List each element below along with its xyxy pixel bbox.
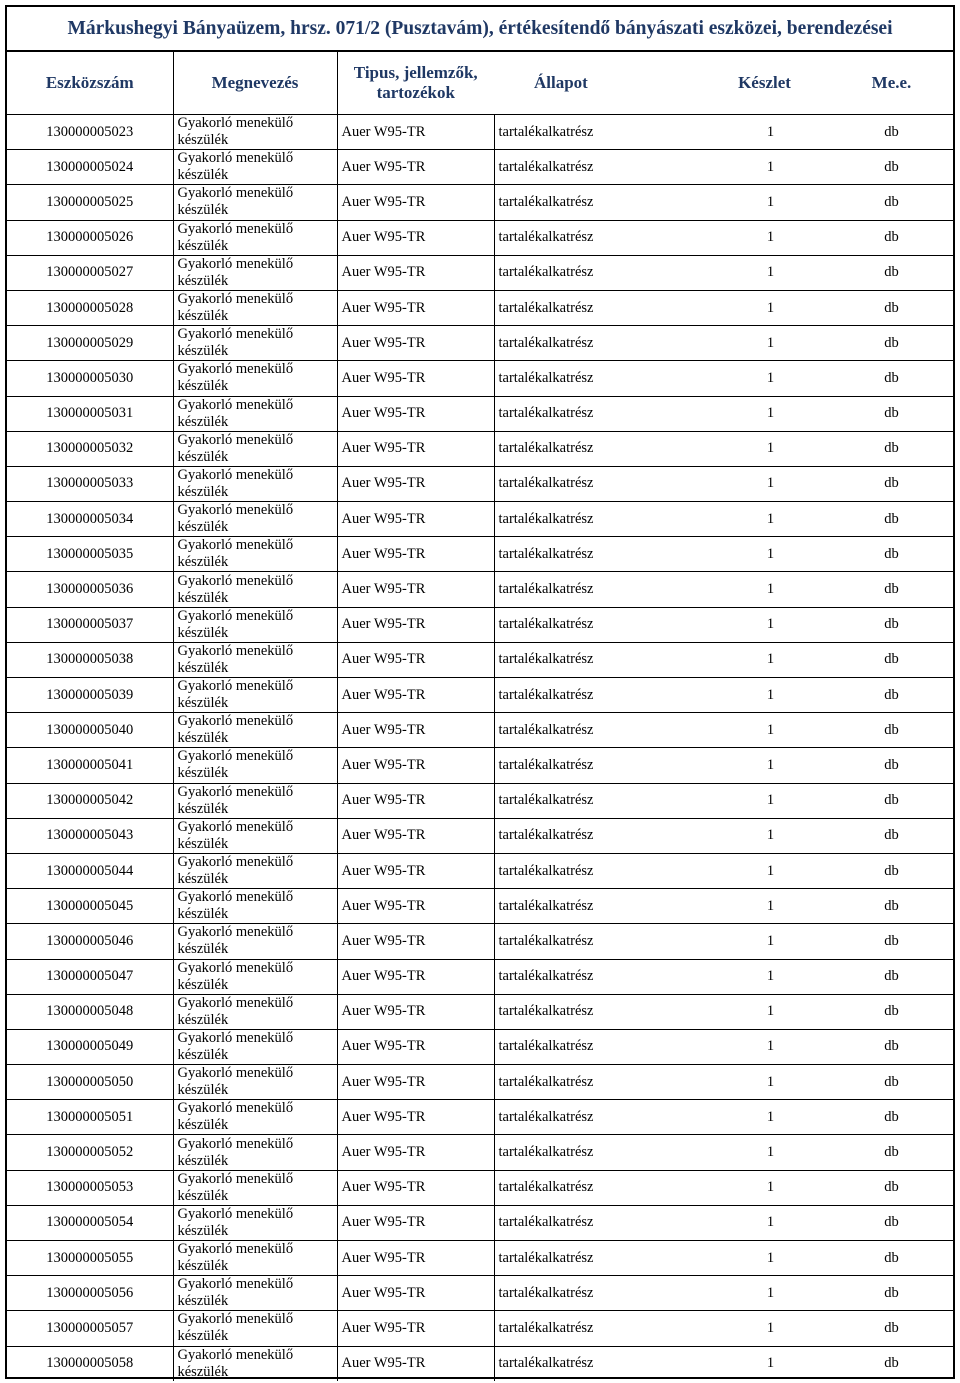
- quantity-cell: 1: [699, 431, 830, 466]
- unit-cell: db: [830, 853, 953, 888]
- table-row: [7, 150, 953, 185]
- unit-cell: db: [830, 994, 953, 1029]
- quantity-cell: 1: [699, 1135, 830, 1170]
- state-cell: tartalékalkatrész: [494, 994, 699, 1029]
- type-cell: Auer W95-TR: [337, 783, 494, 818]
- name-cell: Gyakorló menekülő készülék: [173, 290, 337, 325]
- name-cell: Gyakorló menekülő készülék: [173, 1311, 337, 1346]
- unit-cell: db: [830, 220, 953, 255]
- name-cell: Gyakorló menekülő készülék: [173, 150, 337, 185]
- table-row: [7, 361, 953, 396]
- table-row: [7, 1346, 953, 1381]
- quantity-cell: 1: [699, 572, 830, 607]
- quantity-cell: 1: [699, 466, 830, 501]
- asset-id-cell: 130000005035: [7, 537, 173, 572]
- type-cell: Auer W95-TR: [337, 959, 494, 994]
- name-cell: Gyakorló menekülő készülék: [173, 537, 337, 572]
- state-cell: tartalékalkatrész: [494, 1065, 699, 1100]
- unit-cell: db: [830, 502, 953, 537]
- asset-id-cell: 130000005025: [7, 185, 173, 220]
- table-row: [7, 818, 953, 853]
- type-cell: Auer W95-TR: [337, 642, 494, 677]
- asset-id-cell: 130000005052: [7, 1135, 173, 1170]
- state-cell: tartalékalkatrész: [494, 1029, 699, 1064]
- asset-id-cell: 130000005042: [7, 783, 173, 818]
- type-cell: Auer W95-TR: [337, 1205, 494, 1240]
- name-cell: Gyakorló menekülő készülék: [173, 1346, 337, 1381]
- quantity-cell: 1: [699, 1029, 830, 1064]
- type-cell: Auer W95-TR: [337, 255, 494, 290]
- quantity-cell: 1: [699, 889, 830, 924]
- asset-id-cell: 130000005048: [7, 994, 173, 1029]
- quantity-cell: 1: [699, 115, 830, 150]
- asset-id-cell: 130000005054: [7, 1205, 173, 1240]
- type-cell: Auer W95-TR: [337, 1241, 494, 1276]
- state-cell: tartalékalkatrész: [494, 502, 699, 537]
- asset-id-cell: 130000005050: [7, 1065, 173, 1100]
- table-row: [7, 1276, 953, 1311]
- table-row: [7, 1135, 953, 1170]
- unit-cell: db: [830, 889, 953, 924]
- asset-table: [7, 52, 953, 1381]
- type-cell: Auer W95-TR: [337, 748, 494, 783]
- state-cell: tartalékalkatrész: [494, 572, 699, 607]
- table-row: [7, 396, 953, 431]
- asset-id-cell: 130000005051: [7, 1100, 173, 1135]
- state-cell: tartalékalkatrész: [494, 607, 699, 642]
- table-body: [7, 115, 953, 1381]
- asset-id-cell: 130000005055: [7, 1241, 173, 1276]
- unit-cell: db: [830, 607, 953, 642]
- header-type: Tipus, jellemzők, tartozékok: [337, 52, 494, 115]
- asset-id-cell: 130000005058: [7, 1346, 173, 1381]
- unit-cell: db: [830, 1241, 953, 1276]
- state-cell: tartalékalkatrész: [494, 959, 699, 994]
- state-cell: tartalékalkatrész: [494, 185, 699, 220]
- unit-cell: db: [830, 572, 953, 607]
- state-cell: tartalékalkatrész: [494, 889, 699, 924]
- table-row: [7, 607, 953, 642]
- unit-cell: db: [830, 1029, 953, 1064]
- state-cell: tartalékalkatrész: [494, 115, 699, 150]
- name-cell: Gyakorló menekülő készülék: [173, 924, 337, 959]
- name-cell: Gyakorló menekülő készülék: [173, 642, 337, 677]
- quantity-cell: 1: [699, 853, 830, 888]
- quantity-cell: 1: [699, 255, 830, 290]
- quantity-cell: 1: [699, 713, 830, 748]
- asset-id-cell: 130000005031: [7, 396, 173, 431]
- state-cell: tartalékalkatrész: [494, 748, 699, 783]
- type-cell: Auer W95-TR: [337, 220, 494, 255]
- table-row: [7, 502, 953, 537]
- state-cell: tartalékalkatrész: [494, 466, 699, 501]
- unit-cell: db: [830, 1311, 953, 1346]
- type-cell: Auer W95-TR: [337, 537, 494, 572]
- type-cell: Auer W95-TR: [337, 466, 494, 501]
- state-cell: tartalékalkatrész: [494, 924, 699, 959]
- name-cell: Gyakorló menekülő készülék: [173, 1276, 337, 1311]
- type-cell: Auer W95-TR: [337, 572, 494, 607]
- table-row: [7, 1029, 953, 1064]
- state-cell: tartalékalkatrész: [494, 1311, 699, 1346]
- table-row: [7, 1170, 953, 1205]
- name-cell: Gyakorló menekülő készülék: [173, 959, 337, 994]
- header-asset-id: Eszközszám: [7, 52, 173, 115]
- name-cell: Gyakorló menekülő készülék: [173, 185, 337, 220]
- type-cell: Auer W95-TR: [337, 889, 494, 924]
- header-name: Megnevezés: [173, 52, 337, 115]
- asset-id-cell: 130000005027: [7, 255, 173, 290]
- name-cell: Gyakorló menekülő készülék: [173, 607, 337, 642]
- quantity-cell: 1: [699, 748, 830, 783]
- state-cell: tartalékalkatrész: [494, 1241, 699, 1276]
- table-row: [7, 1100, 953, 1135]
- table-row: [7, 537, 953, 572]
- type-cell: Auer W95-TR: [337, 607, 494, 642]
- table-row: [7, 748, 953, 783]
- table-row: [7, 255, 953, 290]
- name-cell: Gyakorló menekülő készülék: [173, 431, 337, 466]
- asset-id-cell: 130000005057: [7, 1311, 173, 1346]
- type-cell: Auer W95-TR: [337, 361, 494, 396]
- asset-id-cell: 130000005030: [7, 361, 173, 396]
- asset-id-cell: 130000005028: [7, 290, 173, 325]
- document-sheet: [5, 5, 955, 1379]
- name-cell: Gyakorló menekülő készülék: [173, 853, 337, 888]
- table-row: [7, 994, 953, 1029]
- asset-id-cell: 130000005023: [7, 115, 173, 150]
- unit-cell: db: [830, 818, 953, 853]
- asset-id-cell: 130000005024: [7, 150, 173, 185]
- name-cell: Gyakorló menekülő készülék: [173, 1205, 337, 1240]
- name-cell: Gyakorló menekülő készülék: [173, 466, 337, 501]
- document-title: Márkushegyi Bányaüzem, hrsz. 071/2 (Pusztavám), értékesítendő bányászati eszközei, berendezései: [7, 7, 953, 52]
- quantity-cell: 1: [699, 290, 830, 325]
- type-cell: Auer W95-TR: [337, 1170, 494, 1205]
- asset-id-cell: 130000005040: [7, 713, 173, 748]
- asset-id-cell: 130000005038: [7, 642, 173, 677]
- state-cell: tartalékalkatrész: [494, 713, 699, 748]
- type-cell: Auer W95-TR: [337, 185, 494, 220]
- name-cell: Gyakorló menekülő készülék: [173, 1170, 337, 1205]
- table-row: [7, 959, 953, 994]
- asset-id-cell: 130000005046: [7, 924, 173, 959]
- name-cell: Gyakorló menekülő készülék: [173, 678, 337, 713]
- type-cell: Auer W95-TR: [337, 713, 494, 748]
- asset-id-cell: 130000005037: [7, 607, 173, 642]
- quantity-cell: 1: [699, 150, 830, 185]
- table-row: [7, 220, 953, 255]
- state-cell: tartalékalkatrész: [494, 818, 699, 853]
- type-cell: Auer W95-TR: [337, 678, 494, 713]
- unit-cell: db: [830, 1100, 953, 1135]
- name-cell: Gyakorló menekülő készülék: [173, 783, 337, 818]
- table-row: [7, 642, 953, 677]
- state-cell: tartalékalkatrész: [494, 431, 699, 466]
- type-cell: Auer W95-TR: [337, 853, 494, 888]
- table-row: [7, 1241, 953, 1276]
- asset-id-cell: 130000005041: [7, 748, 173, 783]
- state-cell: tartalékalkatrész: [494, 1135, 699, 1170]
- unit-cell: db: [830, 1205, 953, 1240]
- type-cell: Auer W95-TR: [337, 1065, 494, 1100]
- quantity-cell: 1: [699, 220, 830, 255]
- unit-cell: db: [830, 290, 953, 325]
- asset-id-cell: 130000005045: [7, 889, 173, 924]
- asset-id-cell: 130000005029: [7, 326, 173, 361]
- quantity-cell: 1: [699, 642, 830, 677]
- name-cell: Gyakorló menekülő készülék: [173, 326, 337, 361]
- table-row: [7, 853, 953, 888]
- type-cell: Auer W95-TR: [337, 1276, 494, 1311]
- unit-cell: db: [830, 713, 953, 748]
- unit-cell: db: [830, 748, 953, 783]
- quantity-cell: 1: [699, 502, 830, 537]
- state-cell: tartalékalkatrész: [494, 290, 699, 325]
- state-cell: tartalékalkatrész: [494, 220, 699, 255]
- state-cell: tartalékalkatrész: [494, 1170, 699, 1205]
- unit-cell: db: [830, 115, 953, 150]
- unit-cell: db: [830, 255, 953, 290]
- type-cell: Auer W95-TR: [337, 290, 494, 325]
- asset-id-cell: 130000005053: [7, 1170, 173, 1205]
- quantity-cell: 1: [699, 396, 830, 431]
- type-cell: Auer W95-TR: [337, 1311, 494, 1346]
- name-cell: Gyakorló menekülő készülék: [173, 115, 337, 150]
- state-cell: tartalékalkatrész: [494, 361, 699, 396]
- state-cell: tartalékalkatrész: [494, 150, 699, 185]
- asset-id-cell: 130000005026: [7, 220, 173, 255]
- name-cell: Gyakorló menekülő készülék: [173, 361, 337, 396]
- quantity-cell: 1: [699, 1311, 830, 1346]
- name-cell: Gyakorló menekülő készülék: [173, 818, 337, 853]
- unit-cell: db: [830, 396, 953, 431]
- unit-cell: db: [830, 326, 953, 361]
- type-cell: Auer W95-TR: [337, 1346, 494, 1381]
- type-cell: Auer W95-TR: [337, 502, 494, 537]
- table-row: [7, 783, 953, 818]
- unit-cell: db: [830, 1065, 953, 1100]
- unit-cell: db: [830, 185, 953, 220]
- name-cell: Gyakorló menekülő készülék: [173, 713, 337, 748]
- quantity-cell: 1: [699, 1205, 830, 1240]
- type-cell: Auer W95-TR: [337, 396, 494, 431]
- table-row: [7, 1205, 953, 1240]
- quantity-cell: 1: [699, 537, 830, 572]
- state-cell: tartalékalkatrész: [494, 783, 699, 818]
- table-row: [7, 1311, 953, 1346]
- unit-cell: db: [830, 466, 953, 501]
- header-quantity: Készlet: [699, 52, 830, 115]
- state-cell: tartalékalkatrész: [494, 396, 699, 431]
- asset-id-cell: 130000005044: [7, 853, 173, 888]
- state-cell: tartalékalkatrész: [494, 255, 699, 290]
- header-state: Állapot: [494, 52, 699, 115]
- asset-id-cell: 130000005043: [7, 818, 173, 853]
- name-cell: Gyakorló menekülő készülék: [173, 748, 337, 783]
- type-cell: Auer W95-TR: [337, 326, 494, 361]
- asset-id-cell: 130000005049: [7, 1029, 173, 1064]
- quantity-cell: 1: [699, 607, 830, 642]
- quantity-cell: 1: [699, 361, 830, 396]
- state-cell: tartalékalkatrész: [494, 853, 699, 888]
- unit-cell: db: [830, 361, 953, 396]
- table-header-row: [7, 52, 953, 115]
- asset-id-cell: 130000005036: [7, 572, 173, 607]
- type-cell: Auer W95-TR: [337, 150, 494, 185]
- name-cell: Gyakorló menekülő készülék: [173, 889, 337, 924]
- table-row: [7, 431, 953, 466]
- unit-cell: db: [830, 431, 953, 466]
- quantity-cell: 1: [699, 1170, 830, 1205]
- state-cell: tartalékalkatrész: [494, 326, 699, 361]
- unit-cell: db: [830, 924, 953, 959]
- asset-id-cell: 130000005033: [7, 466, 173, 501]
- unit-cell: db: [830, 1135, 953, 1170]
- unit-cell: db: [830, 678, 953, 713]
- table-row: [7, 572, 953, 607]
- header-unit: Me.e.: [830, 52, 953, 115]
- type-cell: Auer W95-TR: [337, 431, 494, 466]
- asset-id-cell: 130000005032: [7, 431, 173, 466]
- name-cell: Gyakorló menekülő készülék: [173, 1241, 337, 1276]
- unit-cell: db: [830, 959, 953, 994]
- type-cell: Auer W95-TR: [337, 1135, 494, 1170]
- name-cell: Gyakorló menekülő készülék: [173, 220, 337, 255]
- unit-cell: db: [830, 783, 953, 818]
- quantity-cell: 1: [699, 678, 830, 713]
- name-cell: Gyakorló menekülő készülék: [173, 994, 337, 1029]
- type-cell: Auer W95-TR: [337, 818, 494, 853]
- quantity-cell: 1: [699, 994, 830, 1029]
- quantity-cell: 1: [766, 1355, 775, 1372]
- table-row: [7, 924, 953, 959]
- unit-cell: db: [830, 150, 953, 185]
- state-cell: tartalékalkatrész: [494, 678, 699, 713]
- name-cell: Gyakorló menekülő készülék: [173, 572, 337, 607]
- quantity-cell: 1: [699, 1241, 830, 1276]
- name-cell: Gyakorló menekülő készülék: [173, 1135, 337, 1170]
- quantity-cell: 1: [699, 818, 830, 853]
- table-row: [7, 185, 953, 220]
- name-cell: Gyakorló menekülő készülék: [173, 255, 337, 290]
- state-cell: tartalékalkatrész: [494, 1100, 699, 1135]
- table-row: [7, 713, 953, 748]
- asset-id-cell: 130000005056: [7, 1276, 173, 1311]
- unit-cell: db: [830, 537, 953, 572]
- name-cell: Gyakorló menekülő készülék: [173, 1065, 337, 1100]
- table-row: [7, 290, 953, 325]
- table-row: [7, 889, 953, 924]
- table-row: [7, 115, 953, 150]
- unit-cell: db: [830, 1170, 953, 1205]
- quantity-cell: 1: [699, 326, 830, 361]
- asset-id-cell: 130000005034: [7, 502, 173, 537]
- type-cell: Auer W95-TR: [337, 1029, 494, 1064]
- name-cell: Gyakorló menekülő készülék: [173, 502, 337, 537]
- asset-id-cell: 130000005047: [7, 959, 173, 994]
- name-cell: Gyakorló menekülő készülék: [173, 1100, 337, 1135]
- state-cell: tartalékalkatrész: [494, 1205, 699, 1240]
- quantity-cell: 1: [699, 959, 830, 994]
- table-row: [7, 678, 953, 713]
- quantity-cell: 1: [699, 1276, 830, 1311]
- type-cell: Auer W95-TR: [337, 994, 494, 1029]
- quantity-cell: 1: [699, 1065, 830, 1100]
- unit-cell: db: [884, 1355, 899, 1372]
- asset-id-cell: 130000005039: [7, 678, 173, 713]
- table-row: [7, 466, 953, 501]
- state-cell: tartalékalkatrész: [494, 537, 699, 572]
- state-cell: tartalékalkatrész: [498, 1355, 594, 1372]
- unit-cell: db: [830, 642, 953, 677]
- type-cell: Auer W95-TR: [337, 115, 494, 150]
- table-row: [7, 1065, 953, 1100]
- name-cell: Gyakorló menekülő készülék: [173, 1029, 337, 1064]
- quantity-cell: 1: [699, 1100, 830, 1135]
- name-cell: Gyakorló menekülő készülék: [173, 396, 337, 431]
- table-row: [7, 326, 953, 361]
- type-cell: Auer W95-TR: [337, 924, 494, 959]
- quantity-cell: 1: [699, 924, 830, 959]
- type-cell: Auer W95-TR: [337, 1100, 494, 1135]
- state-cell: tartalékalkatrész: [494, 1276, 699, 1311]
- quantity-cell: 1: [699, 783, 830, 818]
- unit-cell: db: [830, 1276, 953, 1311]
- state-cell: tartalékalkatrész: [494, 642, 699, 677]
- quantity-cell: 1: [699, 185, 830, 220]
